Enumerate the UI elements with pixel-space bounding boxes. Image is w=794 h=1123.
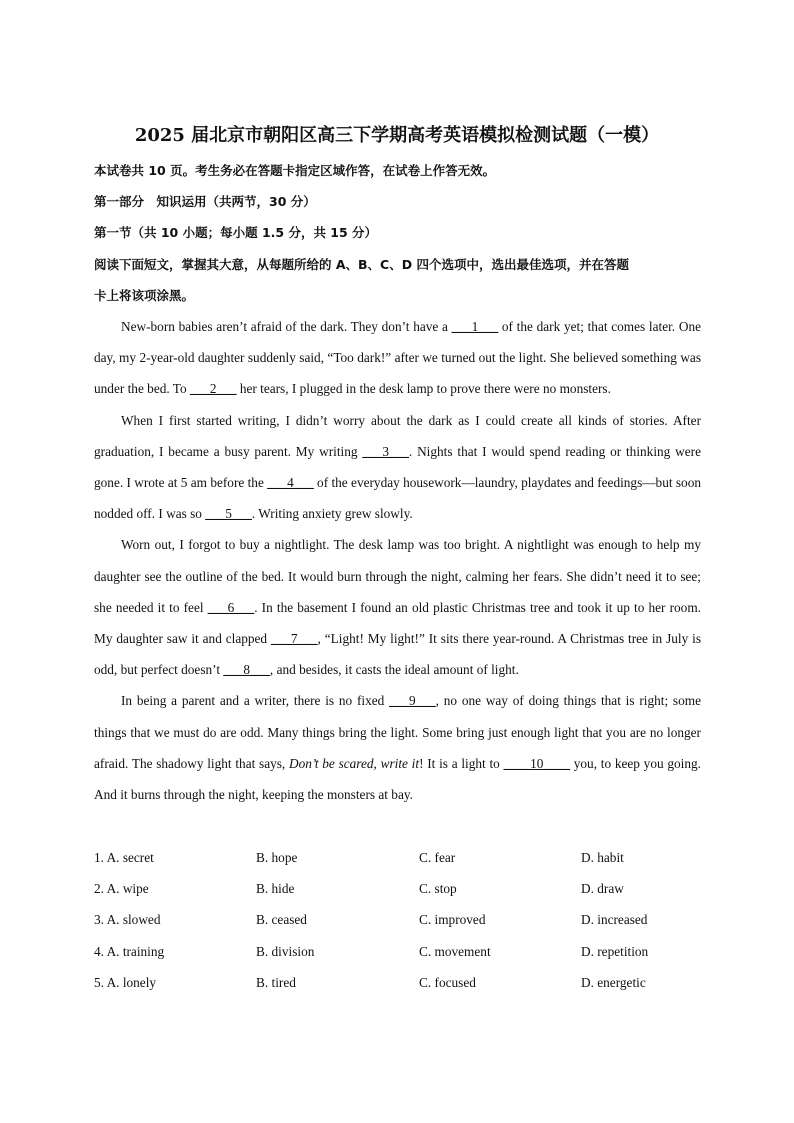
text: of the dark yet; that comes later. One day, my 2-year-old daughter suddenly said, “Too dark!” after we turned out the light. She believed something was under the bed. To [94,319,701,397]
option-2c: C. stop [419,881,457,896]
text: ! It is a light to [419,755,504,771]
text: In being a parent and a writer, there is no fixed [121,693,390,709]
text: . Nights that I would spend reading or thinking were gone. I wrote at 5 am before the [94,443,701,491]
instruction-line-1: 阅读下面短文，掌握其大意，从每题所给的 A、B、C、D 四个选项中，选出最佳选项，并在答题 [94,257,629,272]
italic-text: write it [380,755,420,771]
options-row-3 [94,912,706,932]
option-1a: 1. A. secret [94,850,154,865]
exam-title: 2025 届北京市朝阳区高三下学期高考英语模拟检测试题（一模） [134,125,660,146]
option-3c: C. improved [419,912,486,927]
text: her tears, I plugged in the desk lamp to prove there were no monsters. [236,381,611,397]
option-3d: D. increased [581,912,648,927]
option-1d: D. habit [581,850,624,865]
text: , [373,755,381,771]
passage [94,311,701,810]
option-2b: B. hide [256,881,295,896]
paragraph-1 [94,311,701,405]
blank-1: ___1___ [451,319,499,334]
blank-5: ___5___ [205,506,252,522]
part-heading: 第一部分 知识运用（共两节，30 分） [94,194,316,209]
text: . Writing anxiety grew slowly. [251,506,413,522]
option-1b: B. hope [256,850,298,865]
blank-9: ___9___ [389,693,436,709]
option-5a: 5. A. lonely [94,975,157,990]
option-4a: 4. A. training [94,944,165,959]
text: of the everyday housework—laundry, playdates and feedings—but soon nodded off. I was so [94,475,701,522]
text: , and besides, it casts the ideal amount of light. [269,662,519,678]
section-heading: 第一节（共 10 小题；每小题 1.5 分，共 15 分） [94,225,378,240]
option-3a: 3. A. slowed [94,912,161,927]
blank-7: ___7___ [270,631,318,647]
instruction-line-2: 卡上将该项涂黑。 [94,288,195,303]
paragraph-4 [94,685,701,810]
option-5d: D. energetic [581,975,646,990]
blank-6: ___6___ [207,599,255,615]
paragraph-2 [94,405,701,530]
option-2d: D. draw [581,881,624,896]
text: , no one way of doing things that is right; some things that we must do are odd. Many things bring the light. Some bring just enough light that you are no longer afraid. The shadowy light that says, [94,693,701,771]
text: Worn out, I forgot to buy a nightlight. The desk lamp was too bright. A nightlight was enough to help my daughter see the outline of the bed. It would burn through the night, calming her fears. She didn’t need it to see; she needed it to feel [94,537,701,615]
blank-3: ___3___ [362,443,409,459]
paragraph-3 [94,529,701,685]
blank-2: ___2___ [189,381,237,397]
text: New-born babies aren’t afraid of the dark. They don’t have a [121,319,452,334]
blank-8: ___8___ [223,662,270,678]
text: When I first started writing, I didn’t worry about the dark as I could create all kinds of stories. After graduation, I became a busy parent. My writing [94,412,701,459]
option-5b: B. tired [256,975,296,990]
blank-10: ____10____ [503,755,571,771]
exam-notice: 本试卷共 10 页。考生务必在答题卡指定区域作答，在试卷上作答无效。 [94,163,496,178]
option-5c: C. focused [419,975,476,990]
option-4b: B. division [256,944,315,959]
option-1c: C. fear [419,850,456,865]
text: . In the basement I found an old plastic Christmas tree and took it up to her room. My daughter saw it and clapped [94,599,701,647]
options-row-1 [94,850,706,870]
options-row-4 [94,944,706,964]
options-row-2 [94,881,706,901]
italic-text: Don’t be scared [289,755,374,771]
options-row-5 [94,975,706,995]
option-4d: D. repetition [581,944,649,959]
text: , “Light! My light!” It sits there year-round. A Christmas tree in July is odd, but perfect doesn’t [94,631,701,678]
option-2a: 2. A. wipe [94,881,149,896]
text: you, to keep you going. And it burns through the night, keeping the monsters at bay. [94,755,701,803]
blank-4: ___4___ [267,475,314,491]
option-3b: B. ceased [256,912,307,927]
option-4c: C. movement [419,944,491,959]
